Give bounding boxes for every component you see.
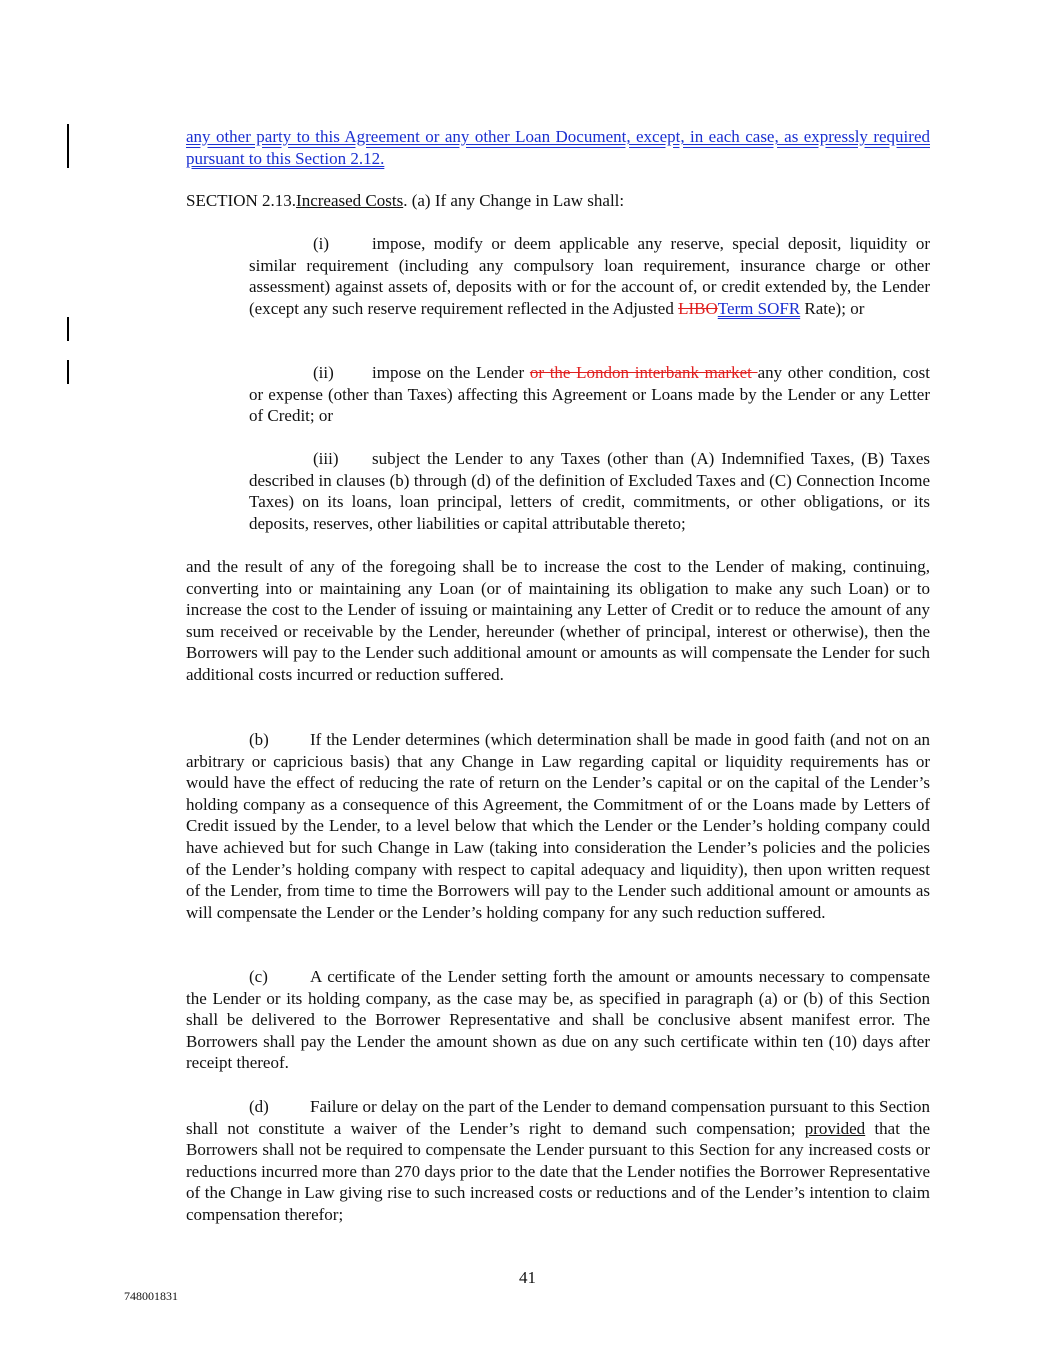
- intro-paragraph: [186, 126, 930, 169]
- paragraph-d: (d) Failure or delay on the part of the Lender to demand compensation pursuant to this Section shall not constitute a waiver of the Lender’s right to demand such compensation; provided that the Borrowers shall not be required to compensate the Lender pursuant to this Section for any increased costs or reductions incurred more than 270 days prior to the date that the Lender notifies the Borrower Representative of the Change in Law giving rise to such increased costs or reductions and of the Lender’s intention to claim compensation therefor;: [186, 1097, 930, 1224]
- change-bar: [67, 360, 69, 384]
- paragraph-b: (b) If the Lender determines (which determination shall be made in good faith (and not on an arbitrary or capricious basis) that any Change in Law regarding capital or liquidity requirements has or would have the effect of reducing the rate of return on the Lender’s capital or on the capital of the Lender’s holding company as a consequence of this Agreement, the Commitment of or the Loans made by Letters of Credit issued by the Lender, to a level below that which the Lender or the Lender’s holding company could have achieved but for such Change in Law (taking into consideration the Lender’s policies and the policies of the Lender’s holding company with respect to capital adequacy and liquidity), then upon written request of the Lender, from time to time the Borrowers will pay to the Lender such additional amount or amounts as will compensate the Lender or the Lender’s holding company for any such reduction suffered.: [186, 730, 930, 922]
- clause-label: (iii): [313, 449, 339, 468]
- change-bar: [67, 124, 69, 168]
- deleted-text: or the London interbank market: [529, 363, 758, 382]
- section-title: Increased Costs: [296, 191, 404, 210]
- paragraph-label: (c): [249, 967, 268, 986]
- paragraph-label: (d): [249, 1097, 269, 1116]
- page-number: 41: [519, 1268, 536, 1287]
- clause-label: (ii): [313, 363, 334, 382]
- inserted-text: any other party to this Agreement or any other Loan Document, except, in each case, as expressly required pursuant to this Section 2.12.: [186, 127, 930, 168]
- deleted-text: LIBO: [678, 298, 718, 318]
- provided-term: provided: [804, 1118, 866, 1138]
- paragraph-c: (c) A certificate of the Lender setting forth the amount or amounts necessary to compensate the Lender or its holding company, as the case may be, as specified in paragraph (a) or (b) of this Section shall be delivered to the Borrower Representative and shall be conclusive absent manifest error. The Borrowers shall pay the Lender the amount shown as due on any such certificate within ten (10) days after receipt thereof.: [186, 967, 930, 1073]
- change-bar: [67, 317, 69, 341]
- clause-iii: (iii) subject the Lender to any Taxes (other than (A) Indemnified Taxes, (B) Taxes described in clauses (b) through (d) of the definition of Excluded Taxes and (C) Connection Income Taxes) on its loans, loan principal, letters of credit, commitments, or other obligations, or its deposits, reserves, other liabilities or capital attributable thereto;: [249, 449, 930, 533]
- section-number: SECTION 2.13.: [186, 191, 297, 210]
- inserted-text: Term SOFR: [717, 298, 801, 318]
- clause-i: (i) impose, modify or deem applicable any reserve, special deposit, liquidity or similar requirement (including any compulsory loan requirement, insurance charge or other assessment) against assets of, deposits with or for the account of, or credit extended by, the Lender (except any such reserve requirement reflected in the Adjusted LIBOTerm SOFR Rate); or: [249, 234, 930, 318]
- section-heading: SECTION 2.13.Increased Costs. (a) If any Change in Law shall:: [186, 191, 625, 210]
- clause-ii: (ii) impose on the Lender or the London interbank market any other condition, cost or expense (other than Taxes) affecting this Agreement or Loans made by the Lender or any Letter of Credit; or: [249, 363, 930, 426]
- document-id: 748001831: [124, 1289, 178, 1303]
- paragraph-label: (b): [249, 730, 269, 749]
- result-paragraph: and the result of any of the foregoing shall be to increase the cost to the Lender of making, continuing, converting into or maintaining any Loan (or of maintaining its obligation to make any such Loan) or to increase the cost to the Lender of issuing or maintaining any Letter of Credit or to reduce the amount of any sum received or receivable by the Lender, hereunder (whether of principal, interest or otherwise), then the Borrowers will pay to the Lender such additional amount or amounts as will compensate the Lender for such additional costs incurred or reduction suffered.: [186, 557, 930, 684]
- clause-label: (i): [313, 234, 330, 253]
